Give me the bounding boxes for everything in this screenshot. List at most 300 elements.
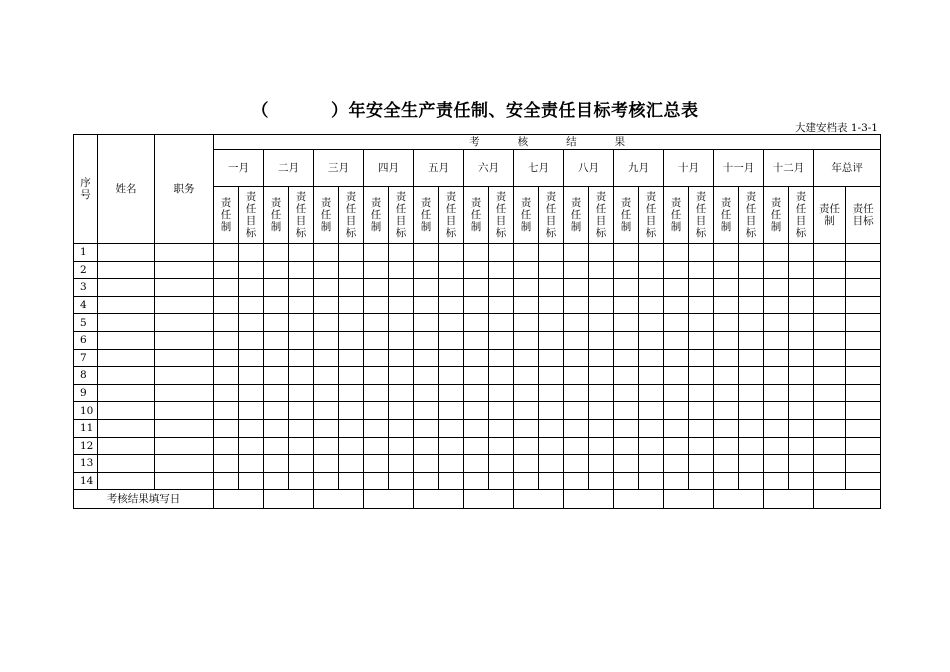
entry-cell[interactable] — [539, 402, 564, 420]
entry-cell[interactable] — [489, 472, 514, 490]
entry-cell[interactable] — [664, 472, 689, 490]
entry-cell[interactable] — [714, 402, 739, 420]
entry-cell[interactable] — [155, 472, 214, 490]
entry-cell[interactable] — [339, 296, 364, 314]
entry-cell[interactable] — [214, 349, 239, 367]
entry-cell[interactable] — [489, 384, 514, 402]
entry-cell[interactable] — [564, 314, 589, 332]
entry-cell[interactable] — [514, 402, 539, 420]
entry-cell[interactable] — [98, 402, 155, 420]
entry-cell[interactable] — [98, 261, 155, 279]
entry-cell[interactable] — [339, 279, 364, 297]
entry-cell[interactable] — [664, 419, 689, 437]
entry-cell[interactable] — [239, 437, 264, 455]
entry-cell[interactable] — [489, 419, 514, 437]
entry-cell[interactable] — [514, 244, 539, 262]
entry-cell[interactable] — [664, 331, 689, 349]
entry-cell[interactable] — [439, 244, 464, 262]
entry-cell[interactable] — [514, 472, 539, 490]
entry-cell[interactable] — [789, 455, 814, 473]
entry-cell[interactable] — [789, 349, 814, 367]
entry-cell[interactable] — [564, 349, 589, 367]
entry-cell[interactable] — [98, 331, 155, 349]
entry-cell[interactable] — [764, 349, 789, 367]
entry-cell[interactable] — [314, 367, 339, 385]
entry-cell[interactable] — [489, 261, 514, 279]
entry-cell[interactable] — [514, 296, 539, 314]
entry-cell[interactable] — [764, 331, 789, 349]
entry-cell[interactable] — [814, 437, 846, 455]
entry-cell[interactable] — [814, 472, 846, 490]
entry-cell[interactable] — [539, 349, 564, 367]
entry-cell[interactable] — [789, 367, 814, 385]
entry-cell[interactable] — [714, 455, 739, 473]
entry-cell[interactable] — [764, 367, 789, 385]
entry-cell[interactable] — [239, 419, 264, 437]
entry-cell[interactable] — [364, 419, 389, 437]
entry-cell[interactable] — [314, 419, 339, 437]
entry-cell[interactable] — [264, 279, 289, 297]
entry-cell[interactable] — [614, 419, 639, 437]
entry-cell[interactable] — [564, 472, 589, 490]
entry-cell[interactable] — [439, 455, 464, 473]
entry-cell[interactable] — [464, 402, 489, 420]
entry-cell[interactable] — [339, 244, 364, 262]
entry-cell[interactable] — [264, 455, 289, 473]
entry-cell[interactable] — [639, 279, 664, 297]
entry-cell[interactable] — [464, 349, 489, 367]
entry-cell[interactable] — [714, 349, 739, 367]
entry-cell[interactable] — [98, 455, 155, 473]
entry-cell[interactable] — [364, 296, 389, 314]
entry-cell[interactable] — [664, 244, 689, 262]
entry-cell[interactable] — [814, 331, 846, 349]
entry-cell[interactable] — [439, 261, 464, 279]
date-entry-cell[interactable] — [364, 490, 414, 509]
entry-cell[interactable] — [539, 244, 564, 262]
entry-cell[interactable] — [289, 349, 314, 367]
entry-cell[interactable] — [389, 437, 414, 455]
entry-cell[interactable] — [714, 331, 739, 349]
entry-cell[interactable] — [489, 455, 514, 473]
entry-cell[interactable] — [389, 296, 414, 314]
entry-cell[interactable] — [239, 261, 264, 279]
entry-cell[interactable] — [846, 472, 881, 490]
entry-cell[interactable] — [314, 349, 339, 367]
entry-cell[interactable] — [739, 331, 764, 349]
entry-cell[interactable] — [214, 472, 239, 490]
entry-cell[interactable] — [639, 472, 664, 490]
entry-cell[interactable] — [264, 296, 289, 314]
entry-cell[interactable] — [439, 279, 464, 297]
entry-cell[interactable] — [489, 244, 514, 262]
entry-cell[interactable] — [339, 331, 364, 349]
entry-cell[interactable] — [414, 402, 439, 420]
entry-cell[interactable] — [98, 279, 155, 297]
entry-cell[interactable] — [589, 437, 614, 455]
entry-cell[interactable] — [589, 244, 614, 262]
entry-cell[interactable] — [789, 419, 814, 437]
entry-cell[interactable] — [689, 455, 714, 473]
entry-cell[interactable] — [339, 402, 364, 420]
entry-cell[interactable] — [364, 367, 389, 385]
date-entry-cell[interactable] — [514, 490, 564, 509]
entry-cell[interactable] — [339, 314, 364, 332]
entry-cell[interactable] — [339, 367, 364, 385]
entry-cell[interactable] — [514, 367, 539, 385]
entry-cell[interactable] — [389, 402, 414, 420]
entry-cell[interactable] — [214, 261, 239, 279]
entry-cell[interactable] — [289, 296, 314, 314]
entry-cell[interactable] — [214, 331, 239, 349]
entry-cell[interactable] — [155, 296, 214, 314]
entry-cell[interactable] — [564, 384, 589, 402]
entry-cell[interactable] — [364, 384, 389, 402]
entry-cell[interactable] — [689, 349, 714, 367]
entry-cell[interactable] — [464, 384, 489, 402]
entry-cell[interactable] — [98, 296, 155, 314]
entry-cell[interactable] — [614, 314, 639, 332]
entry-cell[interactable] — [514, 455, 539, 473]
entry-cell[interactable] — [739, 384, 764, 402]
entry-cell[interactable] — [764, 279, 789, 297]
entry-cell[interactable] — [589, 349, 614, 367]
entry-cell[interactable] — [664, 261, 689, 279]
entry-cell[interactable] — [389, 331, 414, 349]
entry-cell[interactable] — [414, 419, 439, 437]
entry-cell[interactable] — [664, 367, 689, 385]
entry-cell[interactable] — [689, 279, 714, 297]
entry-cell[interactable] — [814, 296, 846, 314]
entry-cell[interactable] — [489, 349, 514, 367]
entry-cell[interactable] — [739, 437, 764, 455]
entry-cell[interactable] — [739, 419, 764, 437]
entry-cell[interactable] — [614, 402, 639, 420]
entry-cell[interactable] — [789, 331, 814, 349]
entry-cell[interactable] — [846, 261, 881, 279]
entry-cell[interactable] — [389, 419, 414, 437]
entry-cell[interactable] — [514, 261, 539, 279]
entry-cell[interactable] — [239, 244, 264, 262]
date-entry-cell[interactable] — [614, 490, 664, 509]
entry-cell[interactable] — [389, 314, 414, 332]
entry-cell[interactable] — [814, 367, 846, 385]
entry-cell[interactable] — [614, 279, 639, 297]
entry-cell[interactable] — [489, 331, 514, 349]
entry-cell[interactable] — [214, 314, 239, 332]
entry-cell[interactable] — [514, 384, 539, 402]
entry-cell[interactable] — [464, 261, 489, 279]
entry-cell[interactable] — [539, 314, 564, 332]
entry-cell[interactable] — [714, 296, 739, 314]
entry-cell[interactable] — [514, 349, 539, 367]
entry-cell[interactable] — [364, 455, 389, 473]
entry-cell[interactable] — [846, 384, 881, 402]
entry-cell[interactable] — [564, 402, 589, 420]
entry-cell[interactable] — [714, 367, 739, 385]
date-entry-cell[interactable] — [664, 490, 714, 509]
entry-cell[interactable] — [514, 419, 539, 437]
entry-cell[interactable] — [264, 261, 289, 279]
entry-cell[interactable] — [239, 472, 264, 490]
entry-cell[interactable] — [289, 367, 314, 385]
entry-cell[interactable] — [539, 279, 564, 297]
entry-cell[interactable] — [389, 367, 414, 385]
entry-cell[interactable] — [389, 349, 414, 367]
entry-cell[interactable] — [214, 419, 239, 437]
entry-cell[interactable] — [789, 279, 814, 297]
entry-cell[interactable] — [639, 349, 664, 367]
entry-cell[interactable] — [414, 314, 439, 332]
entry-cell[interactable] — [389, 384, 414, 402]
entry-cell[interactable] — [98, 367, 155, 385]
entry-cell[interactable] — [539, 384, 564, 402]
entry-cell[interactable] — [789, 314, 814, 332]
entry-cell[interactable] — [764, 261, 789, 279]
entry-cell[interactable] — [489, 296, 514, 314]
entry-cell[interactable] — [364, 279, 389, 297]
entry-cell[interactable] — [414, 437, 439, 455]
entry-cell[interactable] — [339, 261, 364, 279]
entry-cell[interactable] — [714, 261, 739, 279]
entry-cell[interactable] — [464, 472, 489, 490]
entry-cell[interactable] — [155, 437, 214, 455]
entry-cell[interactable] — [339, 455, 364, 473]
entry-cell[interactable] — [339, 349, 364, 367]
entry-cell[interactable] — [664, 349, 689, 367]
entry-cell[interactable] — [846, 455, 881, 473]
entry-cell[interactable] — [614, 331, 639, 349]
entry-cell[interactable] — [539, 437, 564, 455]
entry-cell[interactable] — [589, 367, 614, 385]
entry-cell[interactable] — [414, 349, 439, 367]
entry-cell[interactable] — [98, 349, 155, 367]
entry-cell[interactable] — [98, 419, 155, 437]
entry-cell[interactable] — [289, 279, 314, 297]
entry-cell[interactable] — [214, 437, 239, 455]
entry-cell[interactable] — [589, 402, 614, 420]
entry-cell[interactable] — [414, 244, 439, 262]
entry-cell[interactable] — [764, 437, 789, 455]
entry-cell[interactable] — [639, 455, 664, 473]
entry-cell[interactable] — [314, 296, 339, 314]
entry-cell[interactable] — [289, 244, 314, 262]
entry-cell[interactable] — [464, 455, 489, 473]
entry-cell[interactable] — [339, 437, 364, 455]
entry-cell[interactable] — [739, 455, 764, 473]
entry-cell[interactable] — [389, 455, 414, 473]
entry-cell[interactable] — [814, 279, 846, 297]
entry-cell[interactable] — [639, 261, 664, 279]
entry-cell[interactable] — [364, 244, 389, 262]
entry-cell[interactable] — [155, 331, 214, 349]
entry-cell[interactable] — [764, 472, 789, 490]
entry-cell[interactable] — [789, 244, 814, 262]
entry-cell[interactable] — [264, 314, 289, 332]
entry-cell[interactable] — [98, 437, 155, 455]
entry-cell[interactable] — [364, 472, 389, 490]
entry-cell[interactable] — [589, 314, 614, 332]
date-entry-cell[interactable] — [564, 490, 614, 509]
entry-cell[interactable] — [264, 384, 289, 402]
entry-cell[interactable] — [214, 244, 239, 262]
entry-cell[interactable] — [414, 367, 439, 385]
entry-cell[interactable] — [539, 261, 564, 279]
entry-cell[interactable] — [414, 331, 439, 349]
entry-cell[interactable] — [489, 314, 514, 332]
entry-cell[interactable] — [846, 244, 881, 262]
entry-cell[interactable] — [439, 472, 464, 490]
entry-cell[interactable] — [289, 261, 314, 279]
entry-cell[interactable] — [155, 402, 214, 420]
entry-cell[interactable] — [689, 314, 714, 332]
entry-cell[interactable] — [789, 261, 814, 279]
entry-cell[interactable] — [789, 296, 814, 314]
entry-cell[interactable] — [714, 314, 739, 332]
entry-cell[interactable] — [789, 437, 814, 455]
entry-cell[interactable] — [314, 472, 339, 490]
entry-cell[interactable] — [314, 261, 339, 279]
date-entry-cell[interactable] — [814, 490, 881, 509]
entry-cell[interactable] — [739, 279, 764, 297]
entry-cell[interactable] — [664, 384, 689, 402]
entry-cell[interactable] — [764, 314, 789, 332]
entry-cell[interactable] — [664, 314, 689, 332]
entry-cell[interactable] — [846, 279, 881, 297]
entry-cell[interactable] — [639, 437, 664, 455]
entry-cell[interactable] — [289, 331, 314, 349]
entry-cell[interactable] — [564, 455, 589, 473]
entry-cell[interactable] — [264, 367, 289, 385]
entry-cell[interactable] — [239, 349, 264, 367]
entry-cell[interactable] — [764, 384, 789, 402]
entry-cell[interactable] — [439, 331, 464, 349]
entry-cell[interactable] — [564, 419, 589, 437]
entry-cell[interactable] — [364, 331, 389, 349]
entry-cell[interactable] — [155, 261, 214, 279]
entry-cell[interactable] — [589, 279, 614, 297]
date-entry-cell[interactable] — [314, 490, 364, 509]
entry-cell[interactable] — [614, 296, 639, 314]
entry-cell[interactable] — [846, 402, 881, 420]
entry-cell[interactable] — [314, 384, 339, 402]
entry-cell[interactable] — [264, 331, 289, 349]
entry-cell[interactable] — [564, 261, 589, 279]
entry-cell[interactable] — [514, 314, 539, 332]
entry-cell[interactable] — [489, 367, 514, 385]
entry-cell[interactable] — [239, 314, 264, 332]
entry-cell[interactable] — [98, 244, 155, 262]
entry-cell[interactable] — [439, 419, 464, 437]
entry-cell[interactable] — [846, 331, 881, 349]
entry-cell[interactable] — [514, 331, 539, 349]
date-entry-cell[interactable] — [764, 490, 814, 509]
entry-cell[interactable] — [614, 244, 639, 262]
entry-cell[interactable] — [289, 384, 314, 402]
entry-cell[interactable] — [289, 437, 314, 455]
entry-cell[interactable] — [414, 455, 439, 473]
entry-cell[interactable] — [464, 279, 489, 297]
entry-cell[interactable] — [464, 437, 489, 455]
entry-cell[interactable] — [664, 402, 689, 420]
entry-cell[interactable] — [814, 314, 846, 332]
entry-cell[interactable] — [714, 279, 739, 297]
entry-cell[interactable] — [664, 455, 689, 473]
entry-cell[interactable] — [464, 331, 489, 349]
entry-cell[interactable] — [689, 419, 714, 437]
entry-cell[interactable] — [514, 437, 539, 455]
entry-cell[interactable] — [364, 402, 389, 420]
entry-cell[interactable] — [214, 402, 239, 420]
entry-cell[interactable] — [689, 244, 714, 262]
entry-cell[interactable] — [846, 437, 881, 455]
entry-cell[interactable] — [514, 279, 539, 297]
entry-cell[interactable] — [639, 402, 664, 420]
entry-cell[interactable] — [439, 367, 464, 385]
entry-cell[interactable] — [155, 367, 214, 385]
entry-cell[interactable] — [789, 384, 814, 402]
entry-cell[interactable] — [214, 367, 239, 385]
entry-cell[interactable] — [98, 314, 155, 332]
entry-cell[interactable] — [789, 402, 814, 420]
entry-cell[interactable] — [414, 384, 439, 402]
entry-cell[interactable] — [639, 314, 664, 332]
entry-cell[interactable] — [764, 244, 789, 262]
entry-cell[interactable] — [414, 279, 439, 297]
entry-cell[interactable] — [339, 419, 364, 437]
entry-cell[interactable] — [155, 244, 214, 262]
entry-cell[interactable] — [489, 402, 514, 420]
entry-cell[interactable] — [364, 437, 389, 455]
entry-cell[interactable] — [589, 331, 614, 349]
entry-cell[interactable] — [639, 296, 664, 314]
entry-cell[interactable] — [314, 314, 339, 332]
entry-cell[interactable] — [539, 419, 564, 437]
entry-cell[interactable] — [589, 384, 614, 402]
entry-cell[interactable] — [846, 419, 881, 437]
entry-cell[interactable] — [614, 261, 639, 279]
entry-cell[interactable] — [639, 419, 664, 437]
entry-cell[interactable] — [589, 261, 614, 279]
entry-cell[interactable] — [589, 455, 614, 473]
entry-cell[interactable] — [439, 349, 464, 367]
entry-cell[interactable] — [714, 419, 739, 437]
date-entry-cell[interactable] — [414, 490, 464, 509]
entry-cell[interactable] — [614, 455, 639, 473]
entry-cell[interactable] — [439, 314, 464, 332]
entry-cell[interactable] — [589, 296, 614, 314]
entry-cell[interactable] — [314, 244, 339, 262]
date-entry-cell[interactable] — [214, 490, 264, 509]
entry-cell[interactable] — [689, 472, 714, 490]
entry-cell[interactable] — [264, 472, 289, 490]
entry-cell[interactable] — [739, 261, 764, 279]
entry-cell[interactable] — [239, 455, 264, 473]
entry-cell[interactable] — [739, 314, 764, 332]
entry-cell[interactable] — [614, 437, 639, 455]
entry-cell[interactable] — [539, 472, 564, 490]
entry-cell[interactable] — [689, 331, 714, 349]
entry-cell[interactable] — [714, 384, 739, 402]
entry-cell[interactable] — [714, 244, 739, 262]
entry-cell[interactable] — [239, 331, 264, 349]
entry-cell[interactable] — [639, 384, 664, 402]
entry-cell[interactable] — [739, 244, 764, 262]
entry-cell[interactable] — [564, 296, 589, 314]
entry-cell[interactable] — [314, 455, 339, 473]
entry-cell[interactable] — [614, 367, 639, 385]
entry-cell[interactable] — [264, 244, 289, 262]
